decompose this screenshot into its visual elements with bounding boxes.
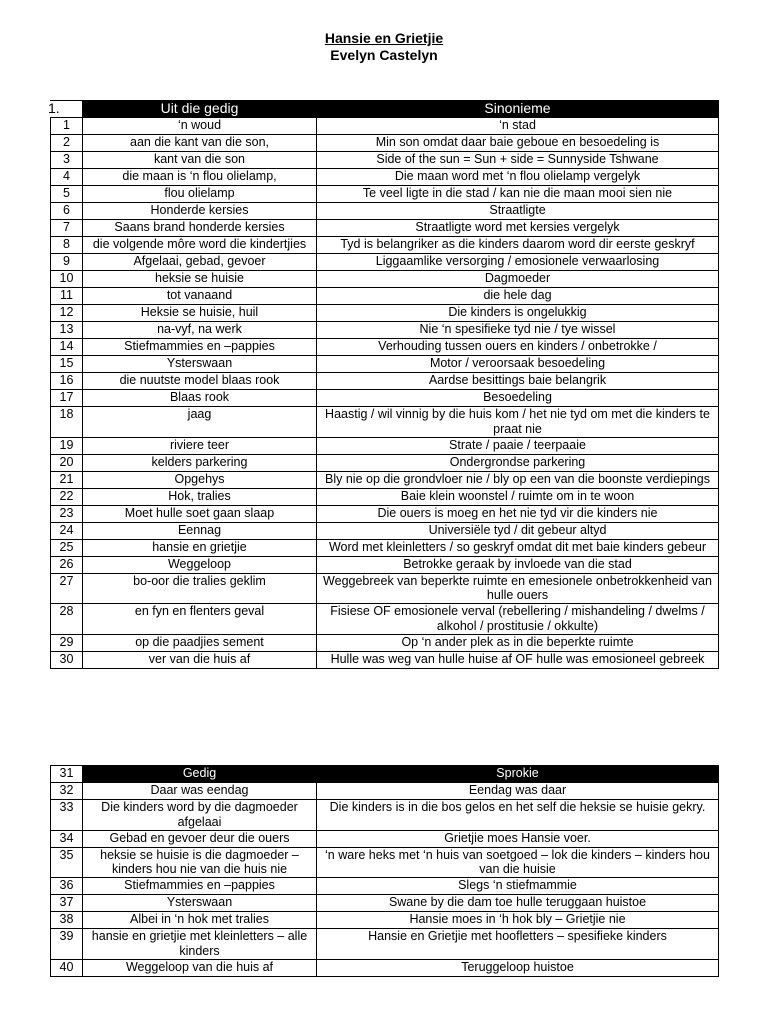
row-right-cell: Universiële tyd / dit gebeur altyd [317,522,719,539]
row-number: 30 [51,651,83,668]
row-number: 5 [51,186,83,203]
row-number: 26 [51,556,83,573]
row-left-cell: Eennag [83,522,317,539]
row-left-cell: Ysterswaan [83,895,317,912]
row-left-cell: kelders parkering [83,454,317,471]
row-right-cell: Besoedeling [317,390,719,407]
header-number: 1. [48,101,80,118]
row-left-cell: bo-oor die tralies geklim [83,573,317,604]
table-row [51,152,719,169]
row-number: 24 [51,522,83,539]
row-right-cell: Teruggeloop huistoe [317,959,719,976]
table-row [51,271,719,288]
header-number: 31 [51,766,83,783]
row-number: 28 [51,604,83,635]
table-row [51,505,719,522]
row-number: 8 [51,237,83,254]
row-left-cell: kant van die son [83,152,317,169]
header-poem-column: Uit die gedig [83,101,317,118]
table-row [51,471,719,488]
table-row [51,556,719,573]
row-left-cell: Heksie se huisie, huil [83,305,317,322]
table-row [51,604,719,635]
row-right-cell: Straatligte word met kersies vergelyk [317,220,719,237]
row-right-cell: Haastig / wil vinnig by die huis kom / het nie tyd om met die kinders te praat nie [317,407,719,438]
row-number: 22 [51,488,83,505]
row-left-cell: Opgehys [83,471,317,488]
row-left-cell: Hok, tralies [83,488,317,505]
row-right-cell: Ondergrondse parkering [317,454,719,471]
table-row [51,573,719,604]
row-right-cell: ‘n stad [317,118,719,135]
row-left-cell: Gebad en gevoer deur die ouers [83,830,317,847]
row-number: 4 [51,169,83,186]
row-number: 19 [51,437,83,454]
table-row [51,454,719,471]
row-right-cell: Word met kleinletters / so geskryf omdat dit met baie kinders gebeur [317,539,719,556]
row-right-cell: Te veel ligte in die stad / kan nie die maan mooi sien nie [317,186,719,203]
table-row [51,800,719,831]
table-row [51,895,719,912]
row-number: 9 [51,254,83,271]
row-number: 10 [51,271,83,288]
row-right-cell: Die kinders is ongelukkig [317,305,719,322]
row-left-cell: Albei in ‘n hok met tralies [83,912,317,929]
row-left-cell: heksie se huisie is die dagmoeder – kinders hou nie van die huis nie [83,847,317,878]
row-left-cell: Die kinders word by die dagmoeder afgelaai [83,800,317,831]
row-number: 27 [51,573,83,604]
row-number: 29 [51,634,83,651]
table-row [51,651,719,668]
row-number: 37 [51,895,83,912]
row-left-cell: Saans brand honderde kersies [83,220,317,237]
table-row [51,847,719,878]
table-row [51,373,719,390]
comparison-table [50,765,719,977]
document-author: Evelyn Castelyn [330,47,438,63]
table-row [51,254,719,271]
row-left-cell: Stiefmammies en –pappies [83,878,317,895]
table-row [51,390,719,407]
row-right-cell: Grietjie moes Hansie voer. [317,830,719,847]
table-row [51,237,719,254]
row-number: 3 [51,152,83,169]
table-row [51,288,719,305]
row-right-cell: Hulle was weg van hulle huise af OF hulle was emosioneel gebreek [317,651,719,668]
row-right-cell: Eendag was daar [317,783,719,800]
table-row [51,634,719,651]
table-row [51,339,719,356]
row-number: 33 [51,800,83,831]
row-right-cell: die hele dag [317,288,719,305]
row-number: 15 [51,356,83,373]
row-number: 40 [51,959,83,976]
table-row [51,186,719,203]
header-fairytale-column: Sprokie [317,766,719,783]
row-right-cell: Hansie moes in ‘h hok bly – Grietjie nie [317,912,719,929]
row-right-cell: Aardse besittings baie belangrik [317,373,719,390]
row-number: 7 [51,220,83,237]
row-number: 20 [51,454,83,471]
table-row [51,783,719,800]
row-left-cell: na-vyf, na werk [83,322,317,339]
row-left-cell: Honderde kersies [83,203,317,220]
row-right-cell: Motor / veroorsaak besoedeling [317,356,719,373]
row-right-cell: Weggebreek van beperkte ruimte en emesionele onbetrokkenheid van hulle ouers [317,573,719,604]
row-number: 17 [51,390,83,407]
row-right-cell: Tyd is belangriker as die kinders daarom word dir eerste geskryf [317,237,719,254]
row-left-cell: Moet hulle soet gaan slaap [83,505,317,522]
row-right-cell: Baie klein woonstel / ruimte om in te woon [317,488,719,505]
row-number: 13 [51,322,83,339]
row-number: 39 [51,929,83,960]
row-right-cell: Side of the sun = Sun + side = Sunnyside Tshwane [317,152,719,169]
table-row [51,407,719,438]
table-row [51,220,719,237]
row-left-cell: die nuutste model blaas rook [83,373,317,390]
row-left-cell: tot vanaand [83,288,317,305]
table-row [51,488,719,505]
document-title: Hansie en Grietjie [324,30,444,46]
row-right-cell: Op ‘n ander plek as in die beperkte ruimte [317,634,719,651]
row-left-cell: Weggeloop van die huis af [83,959,317,976]
row-right-cell: Dagmoeder [317,271,719,288]
row-right-cell: Straatligte [317,203,719,220]
row-right-cell: Slegs ‘n stiefmammie [317,878,719,895]
row-right-cell: Fisiese OF emosionele verval (rebellering / mishandeling / dwelms / alkohol / prostitusie / okkulte) [317,604,719,635]
header-poem-column: Gedig [83,766,317,783]
row-number: 38 [51,912,83,929]
table-row [51,929,719,960]
table-row [51,356,719,373]
row-right-cell: Betrokke geraak by invloede van die stad [317,556,719,573]
table-row [51,135,719,152]
row-right-cell: ‘n ware heks met ‘n huis van soetgoed – lok die kinders – kinders hou van die huisie [317,847,719,878]
row-left-cell: hansie en grietjie [83,539,317,556]
row-left-cell: Blaas rook [83,390,317,407]
row-left-cell: die volgende môre word die kindertjies [83,237,317,254]
row-number: 12 [51,305,83,322]
row-right-cell: Bly nie op die grondvloer nie / bly op een van die boonste verdiepings [317,471,719,488]
table-row [51,959,719,976]
row-left-cell: die maan is ‘n flou olielamp, [83,169,317,186]
table-row [51,169,719,186]
table-header-row [51,101,719,118]
table-row [51,322,719,339]
row-number: 25 [51,539,83,556]
table-row [51,437,719,454]
row-number: 2 [51,135,83,152]
row-number: 21 [51,471,83,488]
row-number: 1 [51,118,83,135]
row-left-cell: ver van die huis af [83,651,317,668]
row-number: 23 [51,505,83,522]
table-row [51,912,719,929]
table-row [51,522,719,539]
row-left-cell: Ysterswaan [83,356,317,373]
row-right-cell: Verhouding tussen ouers en kinders / onbetrokke / [317,339,719,356]
row-number: 6 [51,203,83,220]
row-right-cell: Swane by die dam toe hulle teruggaan huistoe [317,895,719,912]
row-left-cell: Afgelaai, gebad, gevoer [83,254,317,271]
table-row [51,539,719,556]
row-number: 11 [51,288,83,305]
row-left-cell: riviere teer [83,437,317,454]
row-left-cell: Daar was eendag [83,783,317,800]
table-row [51,203,719,220]
row-left-cell: aan die kant van die son, [83,135,317,152]
row-number: 14 [51,339,83,356]
table-header-row [51,766,719,783]
row-right-cell: Min son omdat daar baie geboue en besoedeling is [317,135,719,152]
header-synonyms-column: Sinonieme [317,101,719,118]
row-right-cell: Die ouers is moeg en het nie tyd vir die kinders nie [317,505,719,522]
row-number: 35 [51,847,83,878]
row-right-cell: Die maan word met ‘n flou olielamp vergelyk [317,169,719,186]
row-left-cell: flou olielamp [83,186,317,203]
row-right-cell: Nie ‘n spesifieke tyd nie / tye wissel [317,322,719,339]
row-left-cell: Stiefmammies en –pappies [83,339,317,356]
row-left-cell: op die paadjies sement [83,634,317,651]
row-number: 18 [51,407,83,438]
table-row [51,878,719,895]
table-row [51,305,719,322]
row-right-cell: Strate / paaie / teerpaaie [317,437,719,454]
row-left-cell: ‘n woud [83,118,317,135]
row-left-cell: Weggeloop [83,556,317,573]
row-number: 32 [51,783,83,800]
table-row [51,118,719,135]
synonyms-table [50,100,719,669]
row-number: 36 [51,878,83,895]
row-right-cell: Hansie en Grietjie met hoofletters – spesifieke kinders [317,929,719,960]
table-row [51,830,719,847]
row-left-cell: hansie en grietjie met kleinletters – alle kinders [83,929,317,960]
row-left-cell: jaag [83,407,317,438]
row-right-cell: Die kinders is in die bos gelos en het self die heksie se huisie gekry. [317,800,719,831]
row-left-cell: en fyn en flenters geval [83,604,317,635]
row-number: 16 [51,373,83,390]
row-right-cell: Liggaamlike versorging / emosionele verwaarlosing [317,254,719,271]
row-left-cell: heksie se huisie [83,271,317,288]
row-number: 34 [51,830,83,847]
